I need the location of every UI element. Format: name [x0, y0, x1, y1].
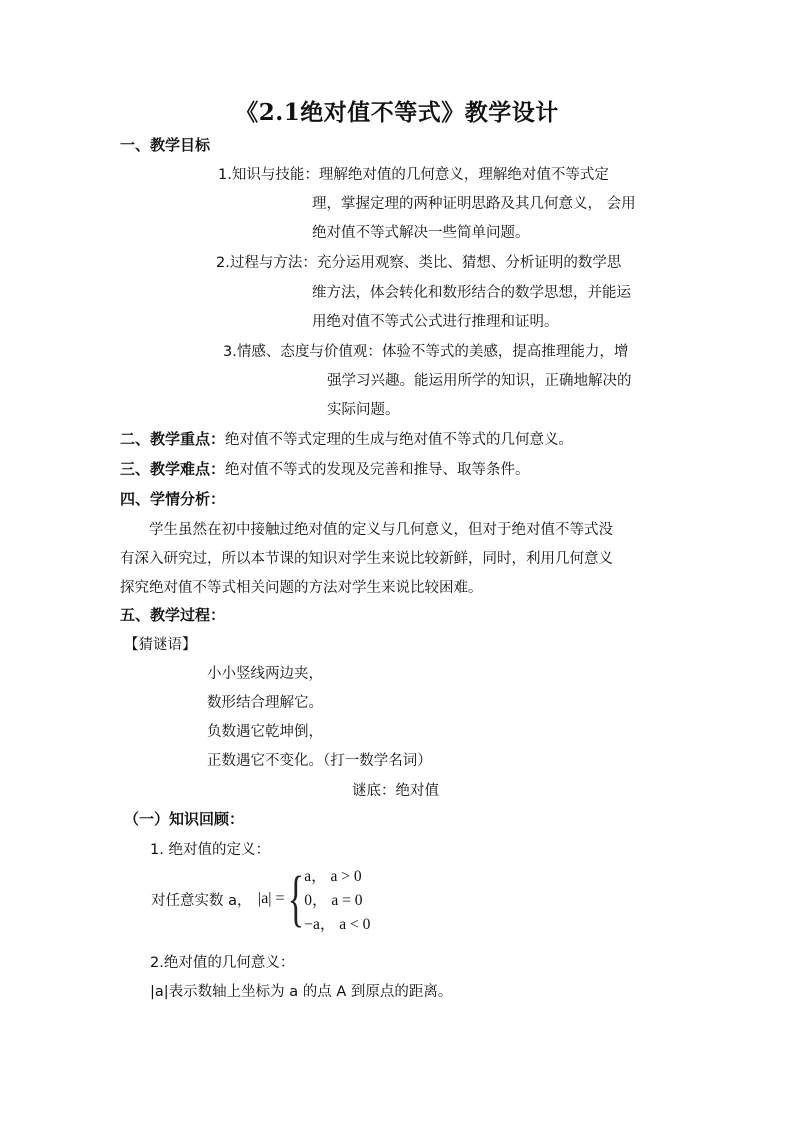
riddle-answer: 谜底：绝对值	[352, 783, 439, 799]
section-heading-objectives: 一、教学目标	[120, 136, 211, 154]
difficulties-text: 绝对值不等式的发现及完善和推导、取等条件。	[225, 462, 530, 478]
riddle-line-3: 负数遇它乾坤倒，	[207, 724, 323, 740]
absolute-value-definition-formula	[258, 864, 370, 934]
student-analysis-line-3: 探究绝对值不等式相关问题的方法对学生来说比较困难。	[120, 580, 483, 596]
key-points	[120, 428, 573, 449]
cases-list	[304, 864, 370, 934]
definition-title: 1. 绝对值的定义：	[150, 842, 270, 858]
objective-1-line-3: 绝对值不等式解决一些简单问题。	[312, 225, 530, 241]
section-heading-difficulties: 三、教学难点：	[120, 460, 226, 478]
student-analysis-line-1: 学生虽然在初中接触过绝对值的定义与几何意义，但对于绝对值不等式没	[149, 522, 613, 538]
objective-2-line-2: 维方法，体会转化和数形结合的数学思想，并能运	[312, 285, 631, 301]
difficulties	[120, 458, 530, 479]
objective-3-line-1: 3.情感、态度与价值观：体验不等式的美感，提高推理能力，增	[223, 344, 629, 360]
case-negative: −a， a < 0	[304, 916, 371, 933]
objective-2-line-1: 2.过程与方法：充分运用观察、类比、猜想、分析证明的数学思	[216, 255, 622, 271]
section-heading-teaching-process: 五、教学过程：	[120, 606, 226, 624]
definition-prefix: 对任意实数 a，	[151, 893, 252, 909]
geometric-meaning-text: |a|表示数轴上坐标为 a 的点 A 到原点的距离。	[150, 984, 453, 1000]
riddle-line-1: 小小竖线两边夹，	[207, 666, 323, 682]
geometric-meaning-title: 2.绝对值的几何意义：	[150, 955, 295, 971]
section-heading-student-analysis: 四、学情分析：	[120, 490, 226, 508]
objective-2-line-3: 用绝对值不等式公式进行推理和证明。	[312, 314, 559, 330]
left-brace-icon: {	[287, 865, 304, 933]
objective-3-line-3: 实际问题。	[327, 402, 400, 418]
riddle-line-2: 数形结合理解它。	[207, 695, 323, 711]
objective-1-line-2: 理，掌握定理的两种证明思路及其几何意义， 会用	[312, 196, 636, 212]
riddle-label: 【猜谜语】	[124, 637, 197, 653]
objective-1-line-1: 1.知识与技能：理解绝对值的几何意义，理解绝对值不等式定	[218, 167, 609, 183]
section-heading-key-points: 二、教学重点：	[120, 430, 226, 448]
document-title: 《2.1绝对值不等式》教学设计	[235, 99, 559, 126]
key-points-text: 绝对值不等式定理的生成与绝对值不等式的几何意义。	[225, 432, 574, 448]
review-heading: （一）知识回顾：	[124, 810, 245, 828]
case-zero: 0， a = 0	[304, 892, 363, 909]
riddle-line-4: 正数遇它不变化。（打一数学名词）	[207, 753, 432, 769]
abs-expression: |a| =	[258, 890, 285, 907]
case-positive: a， a > 0	[304, 868, 362, 885]
student-analysis-line-2: 有深入研究过，所以本节课的知识对学生来说比较新鲜，同时，利用几何意义	[120, 551, 613, 567]
objective-3-line-2: 强学习兴趣。能运用所学的知识，正确地解决的	[327, 373, 632, 389]
